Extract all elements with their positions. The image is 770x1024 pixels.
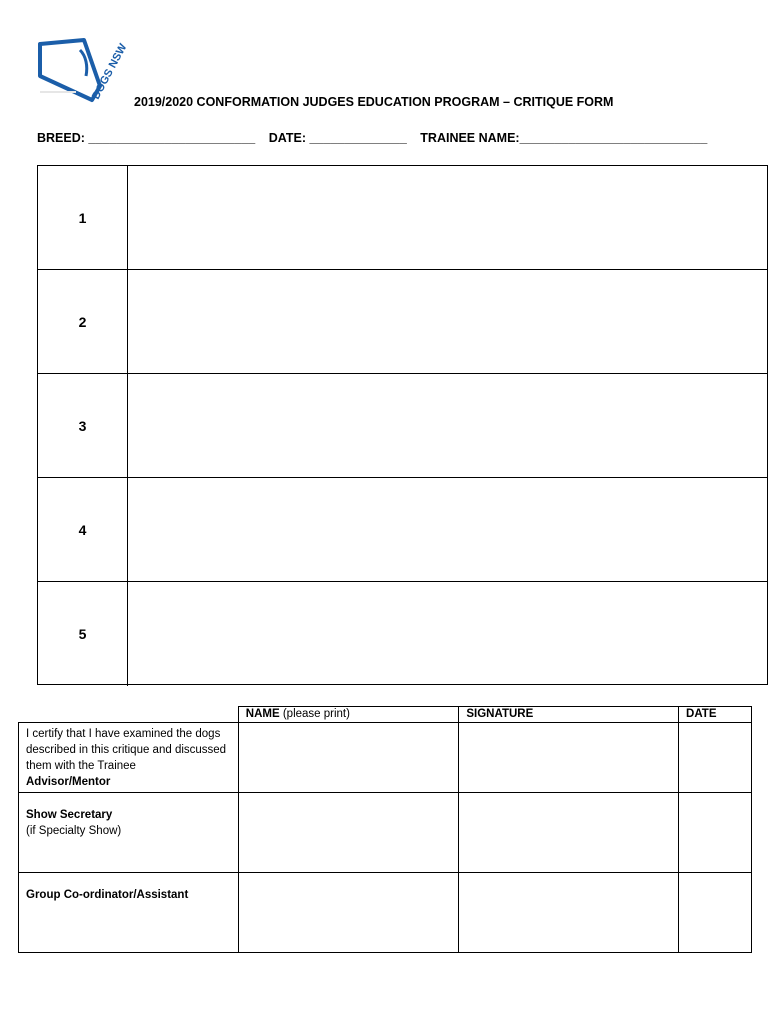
critique-row [38,374,767,478]
critique-entry-cell[interactable] [128,270,767,373]
coordinator-label: Group Co-ordinator/Assistant [19,873,239,953]
critique-number: 3 [38,374,128,477]
svg-text:DOGS NSW: DOGS NSW [90,41,130,102]
secretary-signature-cell[interactable] [459,793,679,873]
form-fields-line [37,131,717,145]
critique-row [38,582,767,686]
form-title: 2019/2020 CONFORMATION JUDGES EDUCATION PROGRAM – CRITIQUE FORM [134,95,614,109]
secretary-name-cell[interactable] [238,793,459,873]
signature-column-header: SIGNATURE [459,707,679,723]
secretary-date-cell[interactable] [679,793,752,873]
name-column-header: NAME (please print) [238,707,459,723]
date-field[interactable]: DATE: ______________ [268,131,407,145]
critique-entry-cell[interactable] [128,478,767,581]
dogs-nsw-logo [36,36,140,108]
advisor-date-cell[interactable] [679,723,752,793]
date-column-header: DATE [679,707,752,723]
signoff-row-secretary [19,793,752,873]
signoff-table [18,706,752,953]
coordinator-date-cell[interactable] [679,873,752,953]
secretary-label: Show Secretary (if Specialty Show) [19,793,239,873]
advisor-signature-cell[interactable] [459,723,679,793]
critique-entry-cell[interactable] [128,166,767,269]
critique-number: 1 [38,166,128,269]
advisor-label: I certify that I have examined the dogs described in this critique and discussed them with the Trainee Advisor/Mentor [19,723,239,793]
critique-row [38,166,767,270]
signoff-row-coordinator [19,873,752,953]
critique-row [38,478,767,582]
critique-number: 4 [38,478,128,581]
critique-entry-cell[interactable] [128,374,767,477]
signoff-row-advisor [19,723,752,793]
critique-number: 2 [38,270,128,373]
critique-row [38,270,767,374]
breed-field[interactable]: BREED: ________________________ [37,131,256,145]
critique-number: 5 [38,582,128,686]
coordinator-signature-cell[interactable] [459,873,679,953]
trainee-name-field[interactable]: TRAINEE NAME:___________________________ [420,131,708,145]
signoff-header-row [19,707,752,723]
empty-header-cell [19,707,239,723]
critique-table [37,165,768,685]
critique-entry-cell[interactable] [128,582,767,686]
advisor-name-cell[interactable] [238,723,459,793]
coordinator-name-cell[interactable] [238,873,459,953]
